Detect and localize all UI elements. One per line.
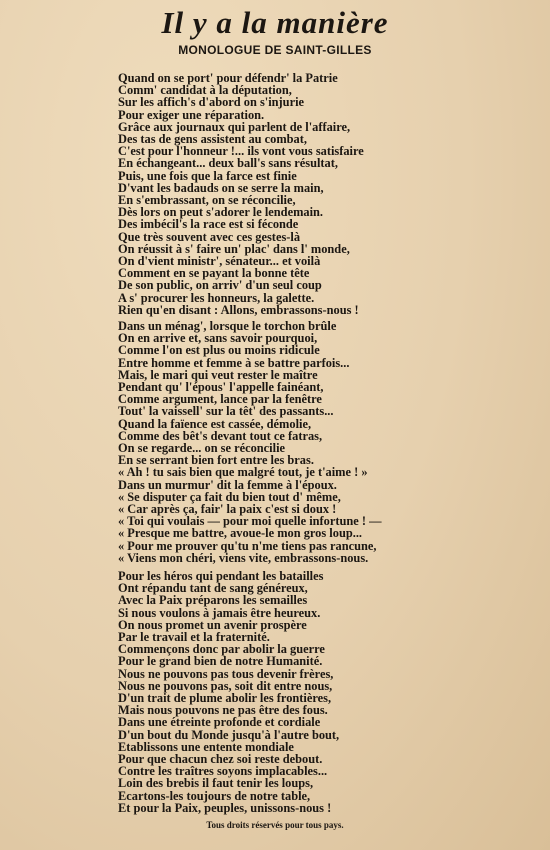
- verse-line: Nous ne pouvons pas tous devenir frères,: [118, 666, 334, 681]
- verse-line: Contre les traîtres soyons implacables...: [118, 764, 328, 779]
- verse-line: A s' procurer les honneurs, la galette.: [118, 290, 315, 305]
- verse-line: Pour le grand bien de notre Humanité.: [118, 654, 323, 669]
- verse-line: Dès lors on peut s'adorer le lendemain.: [118, 205, 324, 220]
- verse-line: Des tas de gens assistent au combat,: [118, 132, 307, 147]
- verse-line: Commençons donc par abolir la guerre: [118, 642, 325, 657]
- verse-line: « Viens mon chéri, viens vite, embrassons-nous.: [118, 550, 369, 565]
- verse-line: Que très souvent avec ces gestes-là: [118, 229, 301, 244]
- verse-line: Grâce aux journaux qui parlent de l'affaire,: [118, 119, 351, 134]
- stanza-1: [118, 72, 438, 316]
- verse-line: En échangeant... deux ball's sans résultat,: [118, 156, 338, 171]
- verse-line: Pour exiger une réparation.: [118, 107, 265, 122]
- verse-line: D'vant les badauds on se serre la main,: [118, 180, 324, 195]
- verse-line: En s'embrassant, on se réconcilie,: [118, 193, 296, 208]
- verse-line: D'un trait de plume abolir les frontières,: [118, 691, 332, 706]
- verse-line: Etablissons une entente mondiale: [118, 739, 294, 754]
- verse-line: D'un bout du Monde jusqu'à l'autre bout,: [118, 727, 340, 742]
- verse-line: On en arrive et, sans savoir pourquoi,: [118, 331, 318, 346]
- verse-line: Entre homme et femme à se battre parfois...: [118, 355, 350, 370]
- verse-line: Quand on se port' pour défendr' la Patrie: [118, 71, 338, 85]
- verse-line: « Pour me prouver qu'tu n'me tiens pas rancune,: [118, 538, 377, 553]
- verse-line: Pour les héros qui pendant les batailles: [118, 569, 324, 583]
- verse-line: On se regarde... on se réconcilie: [118, 441, 286, 456]
- verse-line: Dans un ménag', lorsque le torchon brûle: [118, 319, 337, 333]
- verse-line: Sur les affich's d'abord on s'injurie: [118, 95, 305, 110]
- verse-line: Ont répandu tant de sang généreux,: [118, 581, 308, 596]
- verse-line: « Car après ça, fair' la paix c'est si doux !: [118, 502, 337, 517]
- verse-line: Si nous voulons à jamais être heureux.: [118, 605, 321, 620]
- verse-line: Comme argument, lance par la fenêtre: [118, 392, 322, 407]
- verse-line: Mais, le mari qui veut rester le maître: [118, 367, 318, 382]
- verse-line: Dans une étreinte profonde et cordiale: [118, 715, 321, 730]
- verse-line: Pendant qu' l'épous' l'appelle fainéant,: [118, 380, 324, 395]
- verse-line: Ecartons-les toujours de notre table,: [118, 788, 311, 803]
- verse-line: Comment en se payant la bonne tête: [118, 266, 310, 281]
- verse-line: Puis, une fois que la farce est finie: [118, 168, 297, 183]
- verse-line: Comme l'on est plus ou moins ridicule: [118, 343, 320, 358]
- verse-line: Mais nous pouvons ne pas être des fous.: [118, 703, 328, 718]
- verse-line: Et pour la Paix, peuples, unissons-nous !: [118, 800, 332, 815]
- verse-line: « Toi qui voulais — pour moi quelle infortune ! —: [118, 514, 382, 529]
- verse-line: « Presque me battre, avoue-le mon gros loup...: [118, 526, 363, 541]
- rights-notice: Tous droits réservés pour tous pays.: [206, 820, 344, 830]
- verse-line: Par le travail et la fraternité.: [118, 630, 270, 645]
- verse-line: C'est pour l'honneur !... ils vont vous satisfaire: [118, 144, 364, 159]
- stanza-2: [118, 320, 438, 564]
- verse-line: On nous promet un avenir prospère: [118, 617, 307, 632]
- verse-line: Des imbécil's la race est si féconde: [118, 217, 299, 232]
- verse-line: Nous ne pouvons pas, soit dit entre nous,: [118, 678, 333, 693]
- verse-line: Tout' la vaissell' sur la têt' des passants...: [118, 404, 334, 419]
- verse-line: « Se disputer ça fait du bien tout d' même,: [118, 489, 341, 504]
- verse-line: Dans un murmur' dit la femme à l'époux.: [118, 477, 337, 492]
- verse-line: De son public, on arriv' d'un seul coup: [118, 278, 322, 293]
- verse-line: Quand la faïence est cassée, démolie,: [118, 416, 312, 431]
- verse-line: Pour que chacun chez soi reste debout.: [118, 752, 323, 767]
- verse-line: En se serrant bien fort entre les bras.: [118, 453, 314, 468]
- verse-line: Avec la Paix préparons les semailles: [118, 593, 308, 608]
- verse-line: Loin des brebis il faut tenir les loups,: [118, 776, 314, 791]
- verse-line: On réussit à s' faire un' plac' dans l' monde,: [118, 241, 350, 256]
- verse-line: Comm' candidat à la députation,: [118, 83, 292, 98]
- verse-line: « Ah ! tu sais bien que malgré tout, je t'aime ! »: [118, 465, 368, 480]
- verse-line: Rien qu'en disant : Allons, embrassons-nous !: [118, 302, 359, 317]
- verse-line: On d'vient ministr', sénateur... et voilà: [118, 254, 321, 269]
- verse-line: Comme des bêt's devant tout ce fatras,: [118, 428, 323, 443]
- song-subtitle: MONOLOGUE DE SAINT-GILLES: [178, 43, 372, 57]
- song-title: Il y a la manière: [161, 5, 389, 40]
- stanza-3: [118, 570, 438, 814]
